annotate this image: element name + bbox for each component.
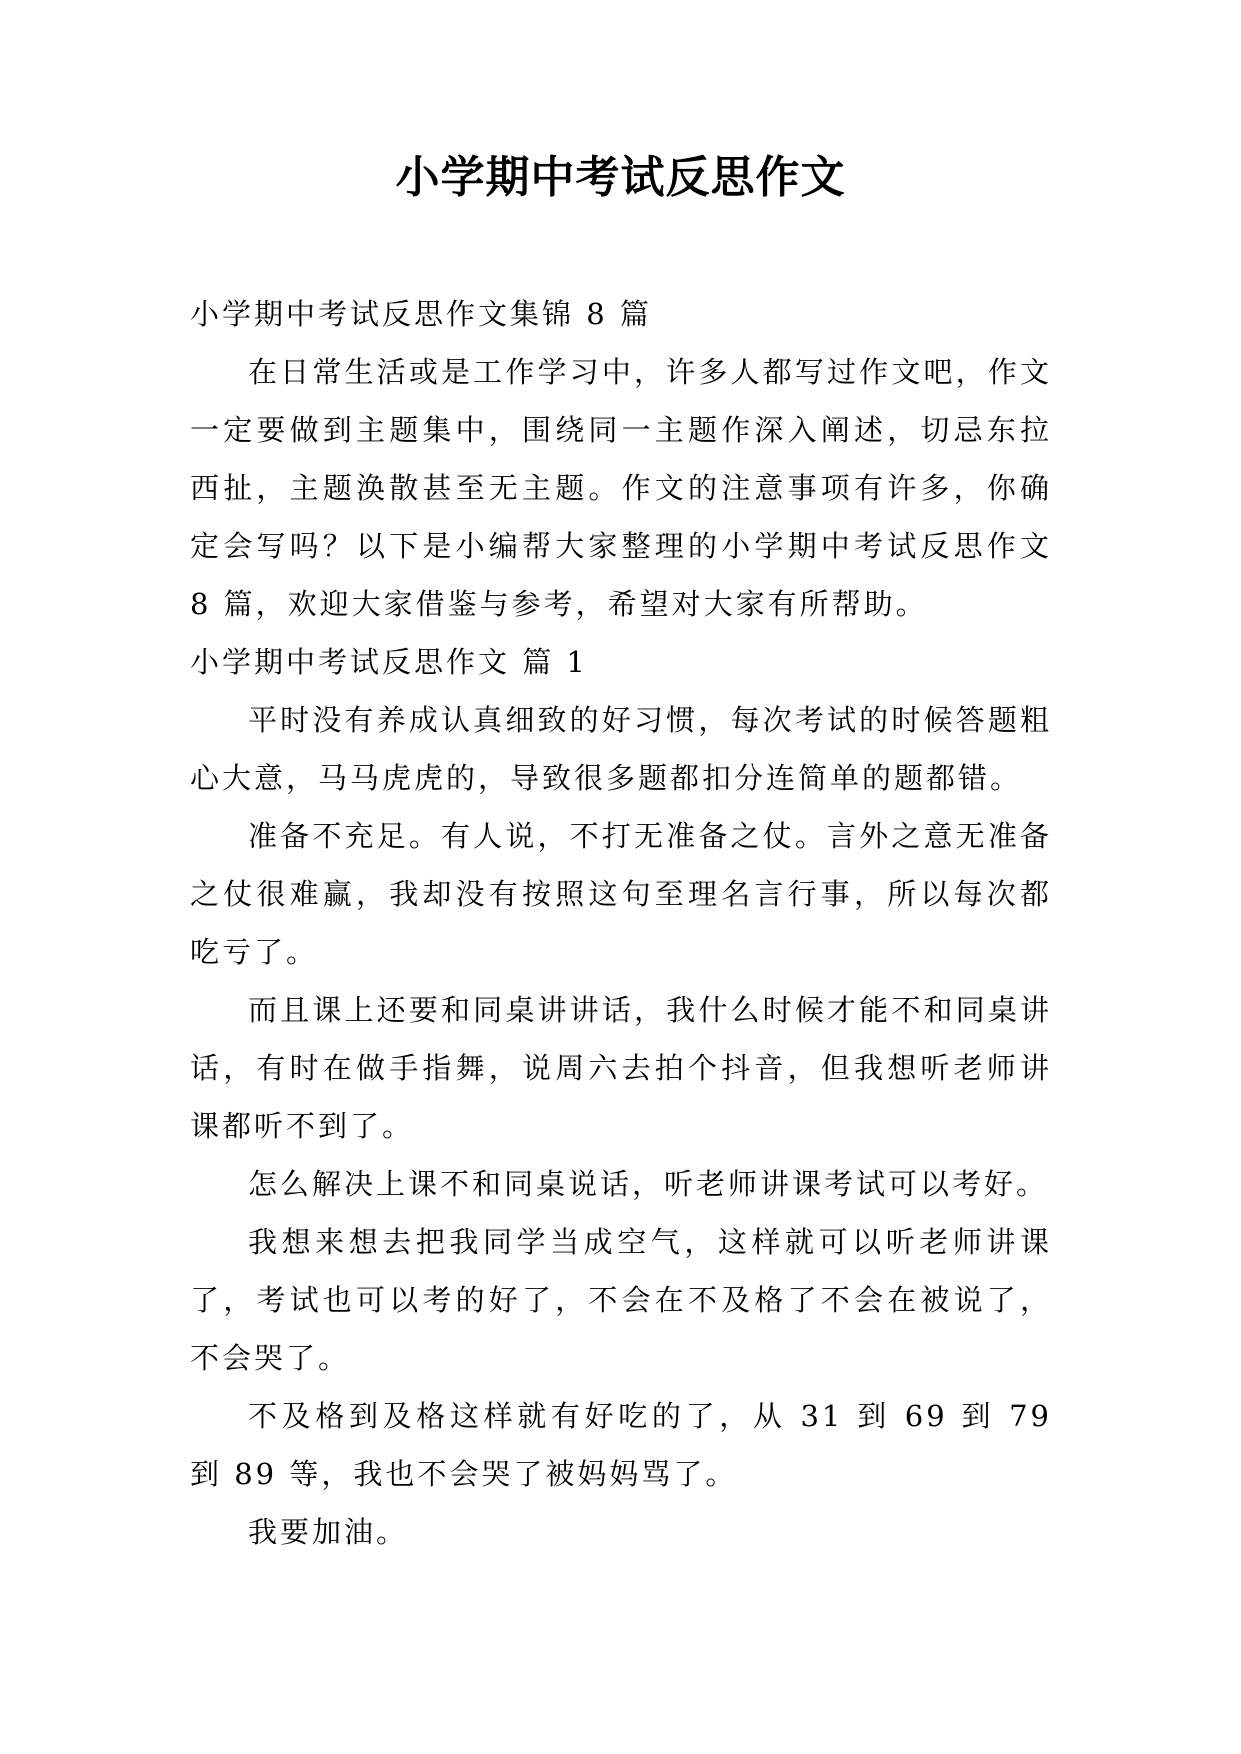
- section-heading: 小学期中考试反思作文 篇 1: [190, 645, 588, 679]
- body-paragraph: 我想来想去把我同学当成空气，这样就可以听老师讲课了，考试也可以考的好了，不会在不及格了不会在被说了，不会哭了。: [190, 1225, 1052, 1375]
- body-paragraph: 平时没有养成认真细致的好习惯，每次考试的时候答题粗心大意，马马虎虎的，导致很多题都扣分连简单的题都错。: [190, 703, 1052, 795]
- document-body: [190, 285, 1052, 1561]
- intro-paragraph: 在日常生活或是工作学习中，许多人都写过作文吧，作文一定要做到主题集中，围绕同一主题作深入阐述，切忌东拉西扯，主题涣散甚至无主题。作文的注意事项有许多，你确定会写吗？以下是小编帮大家整理的小学期中考试反思作文 8 篇，欢迎大家借鉴与参考，希望对大家有所帮助。: [190, 355, 1052, 621]
- body-paragraph: 怎么解决上课不和同桌说话，听老师讲课考试可以考好。: [248, 1167, 1049, 1201]
- body-paragraph: 我要加油。: [248, 1515, 409, 1549]
- document-title: 小学期中考试反思作文: [395, 152, 846, 203]
- collection-subtitle: 小学期中考试反思作文集锦 8 篇: [190, 297, 652, 331]
- body-paragraph: 准备不充足。有人说，不打无准备之仗。言外之意无准备之仗很难赢，我却没有按照这句至理名言行事，所以每次都吃亏了。: [190, 819, 1052, 969]
- body-paragraph: 不及格到及格这样就有好吃的了，从 31 到 69 到 79 到 89 等，我也不会哭了被妈妈骂了。: [190, 1399, 1052, 1491]
- body-paragraph: 而且课上还要和同桌讲讲话，我什么时候才能不和同桌讲话，有时在做手指舞，说周六去拍个抖音，但我想听老师讲课都听不到了。: [190, 993, 1052, 1143]
